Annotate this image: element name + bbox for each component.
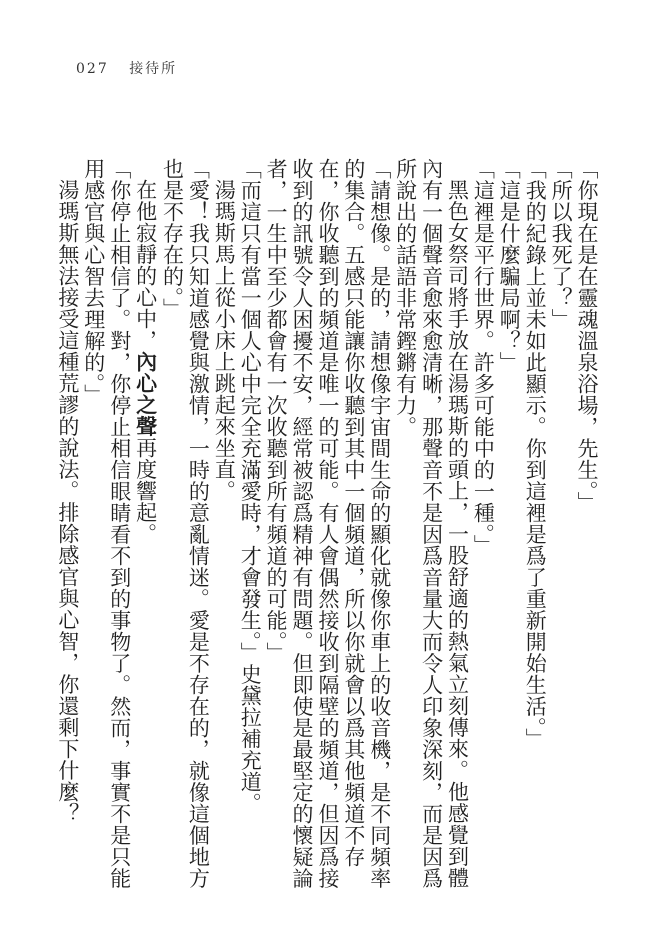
dialogue-line: 「這是什麼騙局啊？」: [497, 158, 522, 373]
body-text: [54, 158, 599, 898]
dialogue-line: 「而這只有當一個人心中完全充滿愛時，才會發生。」史黛拉補充道。: [238, 158, 263, 814]
dialogue-line: 「這裡是平行世界。許多可能中的一種。」: [471, 158, 496, 556]
dialogue-line: 「你停止相信了。對，你停止相信眼睛看不到的事物了。然而，事實不是只能用感官與心智去理解的。」: [81, 158, 132, 889]
page-number: 027: [76, 61, 109, 77]
narration-paragraph: [132, 158, 159, 898]
narration-paragraph: 湯瑪斯無法接受這種荒謬的說法。排除感官與心智，你還剩下什麼？: [55, 179, 80, 824]
narration-paragraph: 黑色女祭司將手放在湯瑪斯的頭上，一股舒適的熱氣立刻傳來。他感覺到體內有一個聲音愈來愈清晰，那聲音不是因爲音量大而令人印象深刻，而是因爲所說出的話語非常鏗鏘有力。: [393, 158, 470, 889]
narration-after: 再度響起。: [133, 437, 158, 545]
dialogue-line: 「你現在是在靈魂溫泉浴場，先生。」: [575, 158, 599, 513]
narration-paragraph: 湯瑪斯馬上從小床上跳起來坐直。: [212, 179, 237, 502]
dialogue-line: 「我的紀錄上並未如此顯示。你到這裡是爲了重新開始生活。」: [523, 158, 548, 750]
inner-voice-emphasis: 內心之聲: [133, 351, 159, 437]
dialogue-line: 「所以我死了？」: [549, 158, 574, 330]
running-title: 接待所: [129, 61, 178, 77]
narration-before: 在他寂靜的心中，: [133, 179, 158, 351]
dialogue-line: 「愛！我只知道感覺與激情，一時的意亂情迷。愛是不存在的，就像這個地方也是不存在的。」: [160, 158, 211, 889]
dialogue-line: 「請想像。是的，請想像宇宙間生命的顯化就像你車上的收音機，是不同頻率的集合。五感只能讓你收聽到其中一個頻道，所以你就會以爲其他頻道不存在，你收聽到的頻道是唯一的可能。有人會偶然接收到隔壁的頻道，但因爲接收到的訊號令人困擾不安，經常被認爲精神有問題。但即使是最堅定的懷疑論者，一生中至少都會有一次收聽到所有頻道的可能。」: [264, 158, 392, 889]
page-header: [76, 58, 177, 78]
